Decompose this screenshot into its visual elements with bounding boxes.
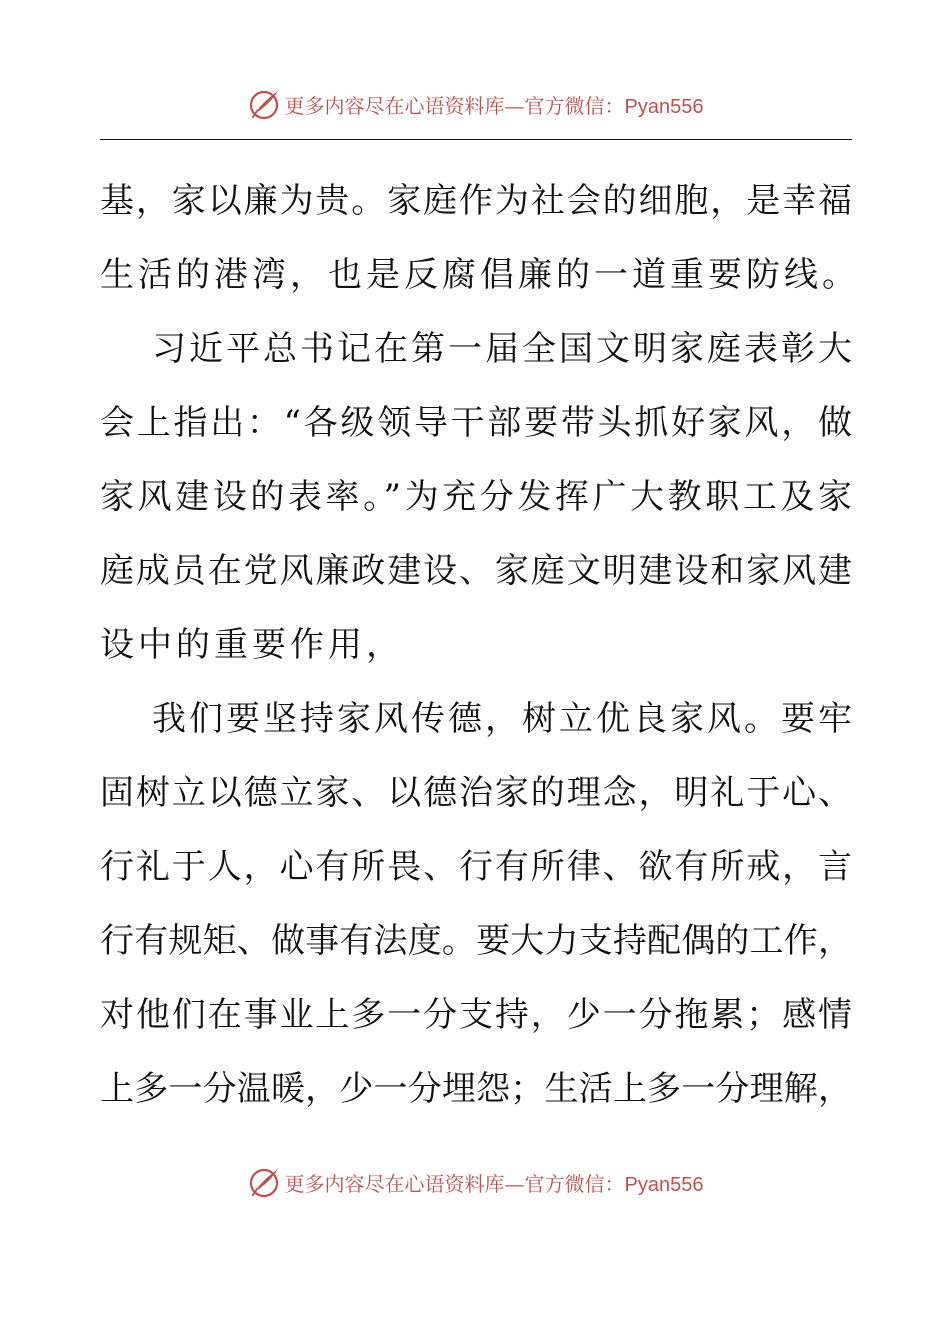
- footer-text-cn: 更多内容尽在心语资料库—官方微信：: [284, 1171, 625, 1196]
- footer-watermark-text: [285, 1168, 704, 1197]
- text-line: 习近平总书记在第一届全国文明家庭表彰大: [152, 329, 852, 369]
- text-line: 我们要坚持家风传德，树立优良家风。要牢: [152, 699, 852, 739]
- text-line: 基，家以廉为贵。家庭作为社会的细胞，是幸福: [100, 181, 852, 221]
- text-line: 设中的重要作用，: [100, 625, 404, 665]
- text-line: 生活的港湾，也是反腐倡廉的一道重要防线。: [100, 255, 860, 295]
- quill-logo-icon: [247, 87, 281, 121]
- text-line: 庭成员在党风廉政建设、家庭文明建设和家风建: [100, 551, 852, 591]
- text-line: 固树立以德立家、以德治家的理念，明礼于心、: [100, 773, 852, 813]
- page-footer: [0, 1162, 950, 1202]
- document-body: [100, 164, 860, 1126]
- text-line: 行礼于人，心有所畏、行有所律、欲有所戒，言: [100, 847, 852, 887]
- header-watermark-text: [285, 90, 704, 119]
- text-line: 行有规矩、做事有法度。要大力支持配偶的工作，: [100, 921, 852, 961]
- footer-wechat-id: Pyan556: [624, 1173, 704, 1196]
- text-line: 上多一分温暖，少一分埋怨；生活上多一分理解，: [100, 1069, 852, 1109]
- text-line: 对他们在事业上多一分支持，少一分拖累；感情: [100, 995, 852, 1035]
- text-line: 家风建设的表率。”为充分发挥广大教职工及家: [100, 477, 852, 517]
- text-line: 会上指出：“各级领导干部要带头抓好家风，做: [100, 403, 852, 443]
- header-wechat-id: Pyan556: [624, 95, 704, 118]
- header-divider: [100, 139, 852, 140]
- quill-logo-icon: [247, 1165, 281, 1199]
- page-header: [0, 84, 950, 124]
- header-text-cn: 更多内容尽在心语资料库—官方微信：: [284, 93, 625, 118]
